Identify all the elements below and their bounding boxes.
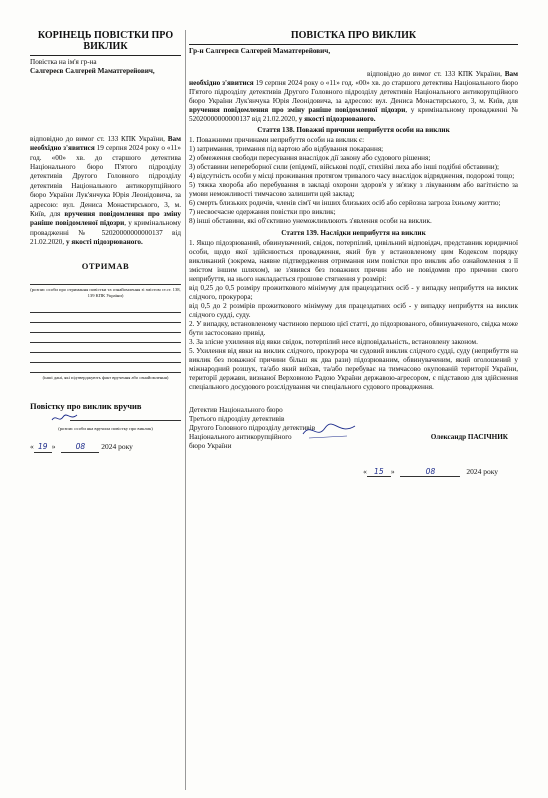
summons-title: ПОВІСТКА ПРО ВИКЛИК	[290, 30, 417, 41]
served-by-label: Повістку про виклик вручив	[30, 401, 142, 412]
article-139-item: 2. У випадку, встановленому частиною першою цієї статті, до підозрюваного, обвинуваченого, свідка може бути застосовано привід.	[189, 320, 518, 337]
article-138-item: 5) тяжка хвороба або перебування в закладі охорони здоров'я у зв'язку з лікуванням або вагітністю за умови неможливості тимчасово залишити цей заклад;	[189, 181, 518, 198]
article-138-item: 6) смерть близьких родичів, членів сім'ї чи інших близьких осіб або серйозна загроза їхньому життю;	[189, 199, 501, 207]
summons-body-text-1: відповідно до вимог ст. 133 КПК України,	[367, 70, 505, 78]
stub-blank-space	[30, 77, 181, 135]
stub-date-day[interactable]: 19	[34, 442, 52, 452]
stub-body-bold-3: у якості підозрюваного.	[65, 238, 143, 247]
summons-body-bold-3: у якості підозрюваного.	[298, 115, 376, 123]
summons-body-text-3: , у кримінальному провадженні № 52020000000000137 від 21.02.2020,	[189, 106, 518, 123]
stub-date-close-quote: »	[51, 442, 56, 452]
article-138-item: 4) відсутність особи у місці проживання протягом тривалого часу внаслідок відрядження, подорожі тощо;	[189, 172, 515, 180]
summons-body-text-2: 19 серпня 2024 року о «11» год. «00» хв. до старшого детектива Національного бюро П'ятого підрозділу детективів Другого Головного підрозділу детективів Національного антикорупційного бюро України Лук'янчука Юрія Леонідовича, за адресою: вул. Дениса Монастирського, 3, м. Київ, для	[189, 79, 518, 105]
served-by-line	[70, 420, 181, 421]
other-data-line[interactable]	[30, 353, 181, 363]
article-139-item: 5. Ухилення від явки на виклик слідчого, прокурора чи судовий виклик слідчого судді, суду (неприбуття на виклик без поважної причини більш як два рази) підозрюваним, обвинуваченим, який оголошений у міжнародний розшук, та/або який виїхав, та/або перебуває на тимчасово окупованій території України, території держави, визнаної Верховною Радою України державою-агресором, є підставою для здійснення спеціального досудового розслідування чи спеціального судового провадження.	[189, 347, 518, 391]
summons-date-day[interactable]: 15	[367, 467, 391, 477]
stub-to-line: Повістка на ім'я гр-на	[30, 58, 97, 66]
stub-body-bold-2: вручення повідомлення про зміну раніше повідомленої підозри	[30, 210, 181, 228]
article-138-list	[189, 136, 518, 226]
article-139-list	[189, 239, 518, 392]
other-data-line[interactable]	[30, 363, 181, 373]
summons-column	[189, 30, 518, 481]
article-138-item: 1. Поважними причинами неприбуття особи на виклик є:	[189, 136, 365, 144]
signer-block	[189, 406, 518, 451]
stub-body-text-2: 19 серпня 2024 року о «11» год. «00» хв. до старшого детектива Національного бюро П'ятого підрозділу детективів Другого Головного підрозділу детективів Національного антикорупційного бюро України Лук'янчука Юрія Леонідовича, за адресою: вул. Дениса Монастирського, 3, м. Київ, для	[30, 144, 181, 219]
received-title: ОТРИМАВ	[81, 260, 130, 271]
stub-body-bold-1: Вам необхідно з'явитися	[30, 134, 181, 153]
other-data-line[interactable]	[30, 323, 181, 333]
receipt-caption: (розпис особи про отримання повістки та ознайомлення зі змістом ст.ст. 138, 139 КПК України)	[30, 287, 181, 299]
summons-date-month[interactable]: 08	[400, 467, 460, 477]
summons-body	[189, 70, 518, 124]
signer-position-line: бюро України	[189, 442, 232, 450]
signer-position-line: Детектив Національного бюро	[189, 406, 283, 414]
other-data-line[interactable]	[30, 343, 181, 353]
served-by-caption: (розпис особи яка вручила повістку про виклик)	[58, 426, 153, 432]
summons-title-rule	[189, 44, 518, 45]
summons-body-bold-2: вручення повідомлення про зміну раніше повідомленої підозри	[189, 106, 406, 114]
article-139-item: 3. За злісне ухилення від явки свідок, потерпілий несе відповідальність, встановлену законом.	[189, 338, 478, 346]
signature-scribble-icon	[299, 420, 359, 442]
article-139-title: Стаття 139. Наслідки неприбуття на виклик	[281, 229, 426, 237]
signer-position-line: Другого Головного підрозділу детективів	[189, 424, 316, 432]
stub-date	[30, 442, 181, 456]
article-139-item: 1. Якщо підозрюваний, обвинувачений, свідок, потерпілий, цивільний відповідач, представник юридичної особи, щодо якої здійснюється провадження, який був у встановленому цим Кодексом порядку викликаний (зокрема, наявне підтвердження отримання ним повістки про виклик або ознайомлення з її змістом іншим шляхом), не з'явився без поважних причин або не повідомив про причини свого неприбуття, на нього накладається грошове стягнення у розмірі:	[189, 239, 518, 283]
article-138-title: Стаття 138. Поважні причини неприбуття особи на виклик	[257, 126, 450, 134]
article-138-item: 1) затримання, тримання під вартою або відбування покарання;	[189, 145, 384, 153]
article-138-item: 7) несвоєчасне одержання повістки про виклик;	[189, 208, 336, 216]
signer-position-line: Третього підрозділу детективів	[189, 415, 285, 423]
signer-name: Олександр ПАСІЧНИК	[430, 433, 508, 441]
summons-date-open-quote: «	[363, 467, 367, 476]
receipt-signature-lines	[30, 275, 181, 285]
column-divider	[185, 30, 186, 790]
other-data-line[interactable]	[30, 313, 181, 323]
summons-to-line: Гр-н Салгереєв Салгерей Маматгерейович,	[189, 47, 331, 55]
stub-body-text-1: відповідно до вимог ст. 133 КПК України,	[30, 134, 168, 143]
other-data-line[interactable]	[30, 303, 181, 313]
other-data-caption: (інші дані, які підтверджують факт вручення або ознайомлення)	[42, 375, 169, 381]
stub-date-year: 2024 року	[101, 442, 133, 452]
summons-date-year: 2024 року	[466, 467, 498, 476]
signer-position-line: Національного антикорупційного	[189, 433, 292, 441]
signature-scribble-icon	[50, 412, 80, 424]
stub-name: Салгереєв Салгерей Маматгерейович,	[30, 67, 155, 76]
other-data-line[interactable]	[30, 333, 181, 343]
article-139-item: від 0,25 до 0,5 розміру прожиткового мінімуму для працездатних осіб - у випадку неприбуття на виклик слідчого, прокурора;	[189, 284, 518, 301]
summons-blank-space	[189, 56, 518, 70]
stub-body-text-3: , у кримінальному провадженні № 52020000000000137 від 21.02.2020,	[30, 219, 182, 247]
stub-title: КОРІНЕЦЬ ПОВІСТКИ ПРО ВИКЛИК	[37, 30, 174, 52]
stub-title-rule	[30, 55, 181, 56]
article-138-item: 3) обставини непереборної сили (епідемії, військові події, стихійні лиха або інші подібні обставини);	[189, 163, 500, 171]
stub-body	[30, 135, 181, 248]
stub-column	[30, 30, 181, 456]
stub-date-open-quote: «	[30, 442, 34, 452]
receipt-line[interactable]	[30, 275, 181, 285]
article-139-item: від 0,5 до 2 розмірів прожиткового мінімуму для працездатних осіб - у випадку неприбуття на виклик слідчого судді, суду.	[189, 302, 518, 319]
article-138-item: 2) обмеження свободи пересування внаслідок дії закону або судового рішення;	[189, 154, 431, 162]
summons-date	[189, 467, 518, 481]
summons-date-close-quote: »	[390, 467, 395, 476]
other-data-lines	[30, 303, 181, 373]
stub-date-month[interactable]: 08	[61, 442, 99, 452]
article-138-item: 8) інші обставини, які об'єктивно унеможливлюють з'явлення особи на виклик.	[189, 217, 432, 225]
summons-body-bold-1: Вам необхідно з'явитися	[189, 70, 518, 87]
served-by-signature[interactable]	[30, 412, 181, 424]
